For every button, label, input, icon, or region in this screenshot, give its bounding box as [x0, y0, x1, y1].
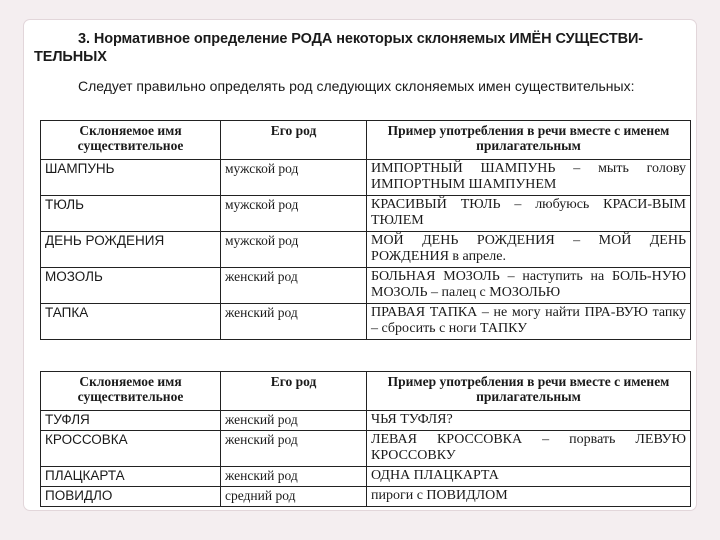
header-gender: Его род: [221, 372, 367, 411]
document-page: [24, 20, 696, 510]
example-cell: ЧЬЯ ТУФЛЯ?: [367, 411, 691, 431]
intro-text: Следует правильно определять род следующих склоняемых имен существительных:: [78, 78, 635, 94]
table-row: [41, 487, 691, 507]
gender-table-1: [40, 120, 691, 340]
table-row: [41, 304, 691, 340]
noun-cell: ШАМПУНЬ: [41, 160, 221, 196]
example-cell: пироги с ПОВИДЛОМ: [367, 487, 691, 507]
table-row: [41, 431, 691, 467]
noun-cell: ПЛАЦКАРТА: [41, 467, 221, 487]
header-noun: Склоняемое имя существительное: [41, 121, 221, 160]
gender-cell: женский род: [221, 268, 367, 304]
noun-cell: ТЮЛЬ: [41, 196, 221, 232]
gender-cell: средний род: [221, 487, 367, 507]
example-cell: МОЙ ДЕНЬ РОЖДЕНИЯ – МОЙ ДЕНЬ РОЖДЕНИЯ в апреле.: [367, 232, 691, 268]
noun-cell: ТАПКА: [41, 304, 221, 340]
noun-cell: ДЕНЬ РОЖДЕНИЯ: [41, 232, 221, 268]
noun-cell: ПОВИДЛО: [41, 487, 221, 507]
noun-cell: ТУФЛЯ: [41, 411, 221, 431]
table-row: [41, 411, 691, 431]
example-cell: ЛЕВАЯ КРОССОВКА – порвать ЛЕВУЮ КРОССОВКУ: [367, 431, 691, 467]
example-cell: ОДНА ПЛАЦКАРТА: [367, 467, 691, 487]
header-noun: Склоняемое имя существительное: [41, 372, 221, 411]
example-cell: ПРАВАЯ ТАПКА – не могу найти ПРА-ВУЮ тапку – сбросить с ноги ТАПКУ: [367, 304, 691, 340]
gender-cell: женский род: [221, 411, 367, 431]
gender-cell: мужской род: [221, 160, 367, 196]
gender-cell: мужской род: [221, 232, 367, 268]
example-cell: БОЛЬНАЯ МОЗОЛЬ – наступить на БОЛЬ-НУЮ МОЗОЛЬ – палец с МОЗОЛЬЮ: [367, 268, 691, 304]
section-heading: 3. Нормативное определение РОДА некоторых склоняемых ИМЁН СУЩЕСТВИ-ТЕЛЬНЫХ: [34, 31, 643, 65]
gender-cell: женский род: [221, 431, 367, 467]
table-row: [41, 196, 691, 232]
example-cell: КРАСИВЫЙ ТЮЛЬ – любуюсь КРАСИ-ВЫМ ТЮЛЕМ: [367, 196, 691, 232]
gender-cell: женский род: [221, 467, 367, 487]
header-example: Пример употребления в речи вместе с именем прилагательным: [367, 372, 691, 411]
noun-cell: КРОССОВКА: [41, 431, 221, 467]
gender-cell: женский род: [221, 304, 367, 340]
example-cell: ИМПОРТНЫЙ ШАМПУНЬ – мыть голову ИМПОРТНЫМ ШАМПУНЕМ: [367, 160, 691, 196]
header-gender: Его род: [221, 121, 367, 160]
noun-cell: МОЗОЛЬ: [41, 268, 221, 304]
table-header-row: [41, 372, 691, 411]
table-row: [41, 160, 691, 196]
gender-table-2: [40, 371, 691, 507]
table-row: [41, 232, 691, 268]
header-example: Пример употребления в речи вместе с именем прилагательным: [367, 121, 691, 160]
table-row: [41, 268, 691, 304]
table-row: [41, 467, 691, 487]
table-header-row: [41, 121, 691, 160]
gender-cell: мужской род: [221, 196, 367, 232]
